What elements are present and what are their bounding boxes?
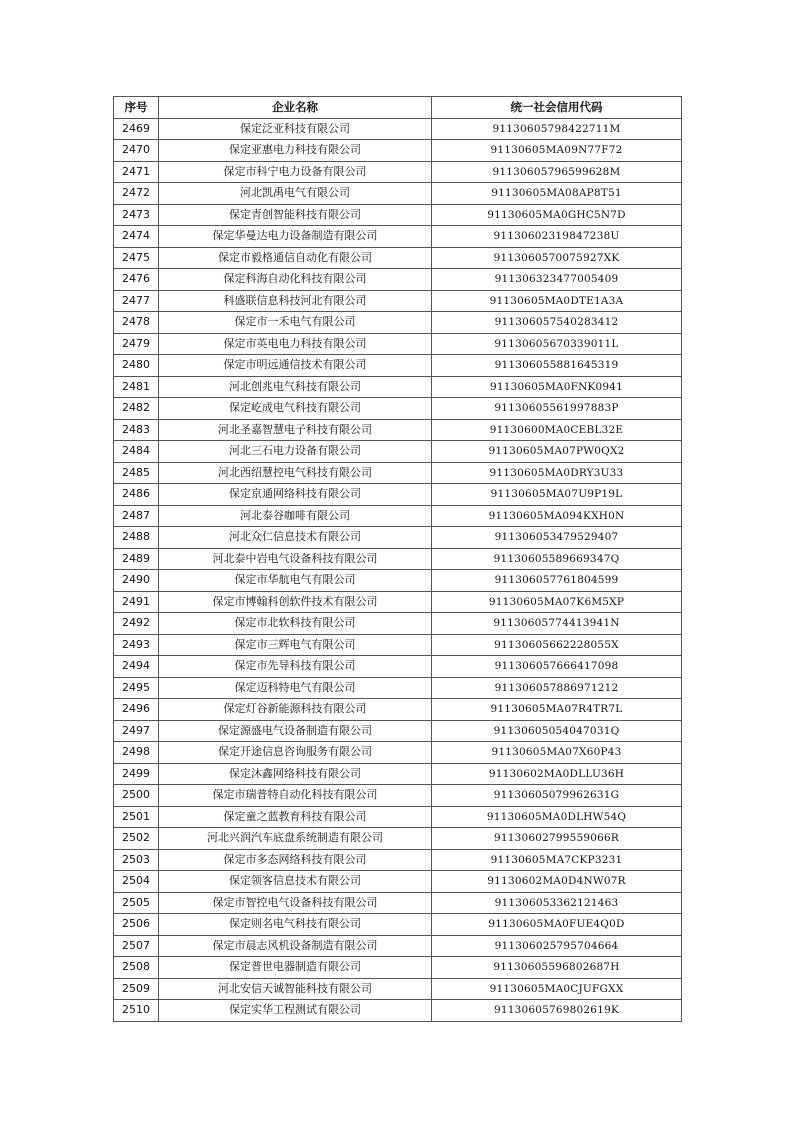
cell-company-name: 保定实华工程测试有限公司	[159, 1000, 432, 1022]
cell-company-name: 保定亚惠电力科技有限公司	[159, 140, 432, 162]
header-credit-code: 统一社会信用代码	[432, 97, 682, 119]
cell-credit-code: 91130605MA0GHC5N7D	[432, 204, 682, 226]
cell-company-name: 河北圣嘉智慧电子科技有限公司	[159, 419, 432, 441]
cell-company-name: 保定泛亚科技有限公司	[159, 118, 432, 140]
cell-company-name: 保定市科宁电力设备有限公司	[159, 161, 432, 183]
cell-serial: 2482	[114, 398, 159, 420]
cell-credit-code: 911306053362121463	[432, 892, 682, 914]
table-row	[114, 828, 682, 850]
cell-credit-code: 91130605MA0DTE1A3A	[432, 290, 682, 312]
cell-company-name: 保定沐鑫网络科技有限公司	[159, 763, 432, 785]
cell-company-name: 保定科海自动化科技有限公司	[159, 269, 432, 291]
table-row	[114, 785, 682, 807]
cell-credit-code: 91130605596802687H	[432, 957, 682, 979]
cell-credit-code: 91130602319847238U	[432, 226, 682, 248]
cell-serial: 2504	[114, 871, 159, 893]
cell-credit-code: 91130605MA07K6M5XP	[432, 591, 682, 613]
table-row	[114, 355, 682, 377]
cell-serial: 2477	[114, 290, 159, 312]
cell-credit-code: 911306025795704664	[432, 935, 682, 957]
cell-company-name: 保定领客信息技术有限公司	[159, 871, 432, 893]
cell-serial: 2499	[114, 763, 159, 785]
cell-credit-code: 91130600MA0CEBL32E	[432, 419, 682, 441]
table-row	[114, 505, 682, 527]
cell-company-name: 保定市瑞普特自动化科技有限公司	[159, 785, 432, 807]
table-row	[114, 677, 682, 699]
cell-credit-code: 911306053479529407	[432, 527, 682, 549]
cell-company-name: 保定市智控电气设备科技有限公司	[159, 892, 432, 914]
cell-company-name: 河北凯禹电气有限公司	[159, 183, 432, 205]
table-row	[114, 269, 682, 291]
table-row	[114, 591, 682, 613]
cell-company-name: 保定市先导科技有限公司	[159, 656, 432, 678]
cell-credit-code: 91130605MA07U9P19L	[432, 484, 682, 506]
cell-credit-code: 91130602799559066R	[432, 828, 682, 850]
cell-credit-code: 91130605MA0DLHW54Q	[432, 806, 682, 828]
cell-company-name: 河北三石电力设备有限公司	[159, 441, 432, 463]
table-row	[114, 204, 682, 226]
cell-serial: 2479	[114, 333, 159, 355]
cell-serial: 2505	[114, 892, 159, 914]
cell-company-name: 保定市华航电气有限公司	[159, 570, 432, 592]
cell-company-name: 保定迈科特电气有限公司	[159, 677, 432, 699]
cell-company-name: 保定源盛电气设备制造有限公司	[159, 720, 432, 742]
cell-serial: 2475	[114, 247, 159, 269]
cell-credit-code: 9113060570075927XK	[432, 247, 682, 269]
table-row	[114, 226, 682, 248]
cell-credit-code: 911306323477005409	[432, 269, 682, 291]
table-row	[114, 613, 682, 635]
cell-serial: 2501	[114, 806, 159, 828]
cell-credit-code: 91130605670339011L	[432, 333, 682, 355]
cell-company-name: 保定华曼达电力设备制造有限公司	[159, 226, 432, 248]
cell-company-name: 保定则名电气科技有限公司	[159, 914, 432, 936]
cell-serial: 2492	[114, 613, 159, 635]
table-row	[114, 892, 682, 914]
cell-serial: 2473	[114, 204, 159, 226]
cell-credit-code: 91130605MA07X60P43	[432, 742, 682, 764]
table-row	[114, 720, 682, 742]
cell-credit-code: 91130605MA094KXH0N	[432, 505, 682, 527]
cell-serial: 2489	[114, 548, 159, 570]
cell-company-name: 保定开途信息咨询服务有限公司	[159, 742, 432, 764]
cell-company-name: 保定青创智能科技有限公司	[159, 204, 432, 226]
cell-credit-code: 91130605798422711M	[432, 118, 682, 140]
cell-credit-code: 91130605MA0FUE4Q0D	[432, 914, 682, 936]
cell-company-name: 河北安信天诚智能科技有限公司	[159, 978, 432, 1000]
table-row	[114, 118, 682, 140]
cell-company-name: 保定市博翰科创软件技术有限公司	[159, 591, 432, 613]
cell-company-name: 河北众仁信息技术有限公司	[159, 527, 432, 549]
cell-serial: 2470	[114, 140, 159, 162]
table-row	[114, 419, 682, 441]
cell-company-name: 保定市多态网络科技有限公司	[159, 849, 432, 871]
table-row	[114, 398, 682, 420]
cell-serial: 2496	[114, 699, 159, 721]
cell-serial: 2488	[114, 527, 159, 549]
table-row	[114, 742, 682, 764]
cell-credit-code: 91130602MA0D4NW07R	[432, 871, 682, 893]
table-row	[114, 462, 682, 484]
cell-serial: 2508	[114, 957, 159, 979]
table-row	[114, 570, 682, 592]
cell-serial: 2481	[114, 376, 159, 398]
table-row	[114, 527, 682, 549]
table-row	[114, 312, 682, 334]
cell-credit-code: 91130605MA0DRY3U33	[432, 462, 682, 484]
cell-credit-code: 911306057761804599	[432, 570, 682, 592]
cell-serial: 2493	[114, 634, 159, 656]
table-row	[114, 699, 682, 721]
cell-company-name: 河北兴润汽车底盘系统制造有限公司	[159, 828, 432, 850]
table-row	[114, 183, 682, 205]
cell-serial: 2480	[114, 355, 159, 377]
table-row	[114, 376, 682, 398]
table-row	[114, 935, 682, 957]
table-row	[114, 763, 682, 785]
cell-serial: 2487	[114, 505, 159, 527]
cell-serial: 2495	[114, 677, 159, 699]
cell-credit-code: 911306057540283412	[432, 312, 682, 334]
cell-credit-code: 91130605662228055X	[432, 634, 682, 656]
cell-credit-code: 91130605561997883P	[432, 398, 682, 420]
table-row	[114, 1000, 682, 1022]
cell-company-name: 保定屹成电气科技有限公司	[159, 398, 432, 420]
cell-serial: 2486	[114, 484, 159, 506]
table-row	[114, 333, 682, 355]
cell-company-name: 河北泰谷咖啡有限公司	[159, 505, 432, 527]
cell-serial: 2469	[114, 118, 159, 140]
cell-company-name: 保定市晨志风机设备制造有限公司	[159, 935, 432, 957]
table-row	[114, 806, 682, 828]
cell-serial: 2478	[114, 312, 159, 334]
cell-serial: 2474	[114, 226, 159, 248]
cell-serial: 2491	[114, 591, 159, 613]
cell-serial: 2507	[114, 935, 159, 957]
cell-serial: 2490	[114, 570, 159, 592]
table-row	[114, 441, 682, 463]
cell-serial: 2503	[114, 849, 159, 871]
cell-serial: 2509	[114, 978, 159, 1000]
cell-serial: 2484	[114, 441, 159, 463]
table-row	[114, 634, 682, 656]
cell-credit-code: 911306057666417098	[432, 656, 682, 678]
table-row	[114, 957, 682, 979]
table-row	[114, 161, 682, 183]
table-row	[114, 484, 682, 506]
cell-serial: 2476	[114, 269, 159, 291]
cell-company-name: 河北泰中岩电气设备科技有限公司	[159, 548, 432, 570]
cell-credit-code: 91130605079962631G	[432, 785, 682, 807]
cell-serial: 2485	[114, 462, 159, 484]
table-row	[114, 290, 682, 312]
cell-company-name: 保定市毅格通信自动化有限公司	[159, 247, 432, 269]
table-row	[114, 247, 682, 269]
cell-company-name: 河北西绍慧控电气科技有限公司	[159, 462, 432, 484]
cell-serial: 2472	[114, 183, 159, 205]
cell-company-name: 河北创兆电气科技有限公司	[159, 376, 432, 398]
cell-company-name: 科盛联信息科技河北有限公司	[159, 290, 432, 312]
header-company-name: 企业名称	[159, 97, 432, 119]
cell-credit-code: 91130605769802619K	[432, 1000, 682, 1022]
cell-company-name: 保定灯谷新能源科技有限公司	[159, 699, 432, 721]
cell-serial: 2500	[114, 785, 159, 807]
cell-credit-code: 91130605MA7CKP3231	[432, 849, 682, 871]
table-row	[114, 140, 682, 162]
table-row	[114, 656, 682, 678]
cell-credit-code: 91130605796599628M	[432, 161, 682, 183]
cell-credit-code: 91130605774413941N	[432, 613, 682, 635]
cell-serial: 2498	[114, 742, 159, 764]
table-row	[114, 871, 682, 893]
cell-company-name: 保定京通网络科技有限公司	[159, 484, 432, 506]
table-row	[114, 849, 682, 871]
cell-credit-code: 91130605589669347Q	[432, 548, 682, 570]
table-header-row	[114, 97, 682, 119]
cell-serial: 2506	[114, 914, 159, 936]
cell-company-name: 保定市三辉电气有限公司	[159, 634, 432, 656]
cell-credit-code: 91130602MA0DLLU36H	[432, 763, 682, 785]
cell-credit-code: 911306057886971212	[432, 677, 682, 699]
cell-credit-code: 91130605MA0CJUFGXX	[432, 978, 682, 1000]
cell-serial: 2510	[114, 1000, 159, 1022]
cell-credit-code: 911306055881645319	[432, 355, 682, 377]
table-row	[114, 548, 682, 570]
cell-company-name: 保定市英电电力科技有限公司	[159, 333, 432, 355]
cell-serial: 2483	[114, 419, 159, 441]
cell-company-name: 保定市一禾电气有限公司	[159, 312, 432, 334]
table-row	[114, 914, 682, 936]
enterprise-table	[113, 96, 682, 1022]
cell-company-name: 保定市北软科技有限公司	[159, 613, 432, 635]
cell-serial: 2471	[114, 161, 159, 183]
cell-credit-code: 91130605MA08AP8T51	[432, 183, 682, 205]
cell-credit-code: 91130605054047031Q	[432, 720, 682, 742]
cell-credit-code: 91130605MA07PW0QX2	[432, 441, 682, 463]
cell-serial: 2494	[114, 656, 159, 678]
cell-credit-code: 91130605MA09N77F72	[432, 140, 682, 162]
cell-serial: 2502	[114, 828, 159, 850]
cell-company-name: 保定普世电器制造有限公司	[159, 957, 432, 979]
cell-credit-code: 91130605MA0FNK0941	[432, 376, 682, 398]
cell-serial: 2497	[114, 720, 159, 742]
cell-company-name: 保定童之蓝教育科技有限公司	[159, 806, 432, 828]
table-row	[114, 978, 682, 1000]
header-serial: 序号	[114, 97, 159, 119]
cell-company-name: 保定市明远通信技术有限公司	[159, 355, 432, 377]
cell-credit-code: 91130605MA07R4TR7L	[432, 699, 682, 721]
